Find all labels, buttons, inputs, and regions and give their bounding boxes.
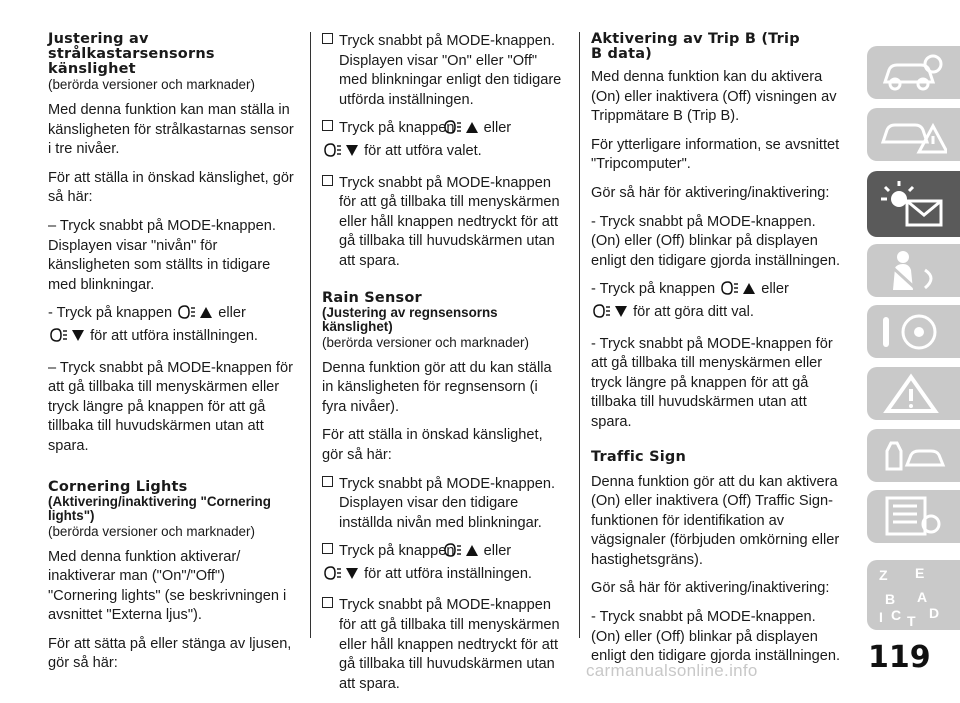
- paragraph: Denna funktion gör att du kan aktivera (On) eller inaktivera (Off) Traffic Sign-funktionen för identifikation av vägsignaler (förbjuden omkörning eller hastighetsgräns).: [591, 473, 840, 568]
- paragraph: - Tryck snabbt på MODE-knappen. (On) eller (Off) blinkar på displayen enligt den tidigare gjorda inställningen.: [591, 213, 841, 269]
- tab-index[interactable]: [867, 560, 960, 630]
- svg-text:A: A: [917, 589, 928, 605]
- bullet-item: [322, 32, 565, 110]
- section-heading-rain: Rain Sensor: [322, 289, 422, 306]
- checkbox-bullet-icon: [322, 543, 333, 554]
- headlight-up-icon: [459, 542, 480, 565]
- paragraph-buttons: [591, 280, 843, 325]
- headlight-up-icon: [719, 280, 757, 303]
- paragraph: - Tryck snabbt på MODE-knappen för att gå tillbaka till menyskärmen eller tryck längre på knappen för att gå tillbaka till huvudskärmen utan att spara.: [591, 335, 833, 430]
- tab-safety[interactable]: [867, 244, 960, 297]
- versions-note: (berörda versioner och marknader): [48, 523, 255, 539]
- section-subheading-cornering: (Aktivering/inaktivering "Cornering lights"): [48, 493, 271, 523]
- section-subheading-rain: (Justering av regnsensorns känslighet): [322, 304, 498, 335]
- tab-warning[interactable]: [867, 108, 960, 161]
- headlight-down-icon: [48, 327, 86, 350]
- svg-text:D: D: [929, 605, 940, 621]
- alphabet-index-icon: [877, 564, 951, 628]
- paragraph: Med denna funktion aktiverar/ inaktiverar man ("On"/"Off") "Cornering lights" (se beskrivningen i avsnittet "Externa ljus").: [48, 548, 287, 624]
- steering-wheel-key-icon: [877, 309, 947, 355]
- section-heading-trip-line2: B data): [591, 46, 653, 62]
- checkbox-bullet-icon: [322, 476, 333, 487]
- versions-note: (berörda versioner och marknader): [322, 334, 529, 350]
- checkbox-bullet-icon: [322, 597, 333, 608]
- text: eller: [483, 543, 512, 560]
- car-warning-icon: [877, 112, 947, 158]
- text: Tryck snabbt på MODE-knappen. Displayen visar "On" eller "Off" med blinkningar enligt den tidigare utförda inställningen.: [339, 33, 562, 108]
- section-heading-trip-line1: Aktivering av Trip B (Trip: [591, 31, 800, 47]
- tab-maintenance[interactable]: [867, 429, 960, 482]
- text: eller: [483, 120, 512, 137]
- tab-dashboard-active[interactable]: [867, 171, 960, 237]
- text: eller: [761, 281, 789, 298]
- checkbox-bullet-icon: [322, 120, 333, 131]
- bullet-item: [322, 596, 565, 694]
- section-heading-traffic: Traffic Sign: [591, 448, 686, 465]
- text: - Tryck på knappen: [48, 305, 173, 322]
- paragraph: – Tryck snabbt på MODE-knappen. Displayen visar "nivån" för känsligheten som ställts in tidigare med blinkningar.: [48, 217, 276, 293]
- paragraph: För att sätta på eller stänga av ljusen, gör så här:: [48, 635, 292, 672]
- checkbox-bullet-icon: [322, 33, 333, 44]
- paragraph: För att ställa in önskad känslighet, gör så här:: [48, 169, 294, 206]
- headlight-down-icon: [339, 565, 360, 588]
- watermark: carmanualsonline.info: [586, 661, 758, 680]
- text: för att göra ditt val.: [633, 303, 754, 320]
- page-number: 119: [868, 640, 931, 675]
- tab-starting-driving[interactable]: [867, 305, 960, 358]
- section-heading-sensor-line2: strålkastarsensorns: [48, 46, 215, 62]
- text: Tryck på knappen: [339, 120, 455, 137]
- svg-text:T: T: [907, 613, 916, 628]
- paragraph: Denna funktion gör att du kan ställa in känsligheten för regnsensorn (i fyra nivåer).: [322, 359, 552, 415]
- paragraph: Gör så här för aktivering/inaktivering:: [591, 580, 830, 597]
- svg-text:I: I: [879, 609, 883, 625]
- svg-text:Z: Z: [879, 567, 888, 583]
- column-divider: [310, 32, 311, 638]
- headlight-down-icon: [591, 303, 629, 326]
- text: - Tryck på knappen: [591, 281, 716, 298]
- text: för att utföra valet.: [364, 142, 482, 159]
- tab-car-knowledge[interactable]: [867, 46, 960, 99]
- section-heading-cornering: Cornering Lights: [48, 478, 188, 495]
- paragraph: – Tryck snabbt på MODE-knappen för att gå tillbaka till menyskärmen eller tryck längre på knappen för att gå tillbaka till huvudskärmen utan att spara.: [48, 359, 293, 454]
- text: Tryck på knappen: [339, 543, 455, 560]
- seatbelt-icon: [877, 248, 947, 294]
- text: Tryck snabbt på MODE-knappen för att gå tillbaka till menyskärmen eller håll knappen nedtryckt för att gå tillbaka till huvudskärmen utan att spara.: [339, 174, 560, 269]
- tab-emergency[interactable]: [867, 367, 960, 420]
- paragraph-buttons: [48, 304, 295, 349]
- text: för att utföra inställningen.: [364, 565, 532, 582]
- paragraph: Gör så här för aktivering/inaktivering:: [591, 184, 830, 201]
- versions-note: (berörda versioner och marknader): [48, 77, 255, 92]
- paragraph: Med denna funktion kan du aktivera (On) eller inaktivera (Off) visningen av Trippmätare B (Trip B).: [591, 69, 837, 125]
- svg-text:B: B: [885, 591, 896, 607]
- car-icon: [877, 50, 947, 96]
- headlight-up-icon: [459, 119, 480, 142]
- bullet-item-buttons: [322, 542, 565, 587]
- paragraph: - Tryck snabbt på MODE-knappen. (On) eller (Off) blinkar på displayen enligt den tidigare gjorda inställningen.: [591, 609, 841, 665]
- checkbox-bullet-icon: [322, 175, 333, 186]
- wrench-car-icon: [877, 433, 947, 479]
- bullet-item: [322, 174, 565, 272]
- paragraph: För ytterligare information, se avsnittet "Tripcomputer".: [591, 136, 840, 173]
- warning-light-message-icon: [877, 175, 951, 233]
- text: Tryck snabbt på MODE-knappen. Displayen visar den tidigare inställda nivån med blinkningar.: [339, 475, 556, 531]
- warning-triangle-icon: [877, 371, 947, 417]
- column-left: [48, 32, 295, 683]
- text: eller: [218, 305, 246, 322]
- bullet-item: [322, 475, 565, 534]
- svg-text:E: E: [915, 565, 925, 581]
- paragraph: Med denna funktion kan man ställa in känsligheten för strålkastarnas sensor i tre nivåer.: [48, 102, 294, 158]
- paragraph: För att ställa in önskad känslighet, gör så här:: [322, 427, 543, 463]
- tab-technical-data[interactable]: [867, 490, 960, 543]
- column-middle: [322, 32, 565, 703]
- text: för att utföra inställningen.: [90, 327, 258, 344]
- text: Tryck snabbt på MODE-knappen för att gå tillbaka till menyskärmen eller håll knappen nedtryckt för att gå tillbaka till huvudskärmen utan att spara.: [339, 597, 560, 692]
- bullet-item-buttons: [322, 119, 565, 164]
- column-divider: [579, 32, 580, 638]
- column-right: [591, 32, 843, 676]
- spec-sheet-icon: [877, 494, 947, 540]
- section-heading-sensor-line3: känslighet: [48, 61, 136, 77]
- section-heading-sensor-line1: Justering av: [48, 31, 149, 47]
- svg-text:C: C: [891, 607, 902, 623]
- headlight-down-icon: [339, 142, 360, 165]
- headlight-up-icon: [176, 304, 214, 327]
